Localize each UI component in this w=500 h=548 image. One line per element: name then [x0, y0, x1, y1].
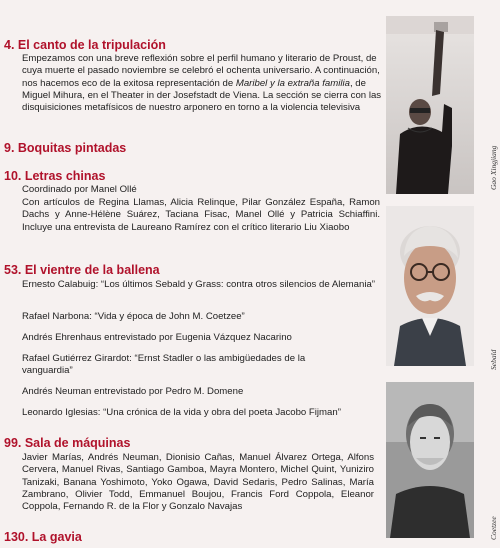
section-heading-4: 4. El canto de la tripulación — [4, 38, 166, 52]
entry-item: Ernesto Calabuig: “Los últimos Sebald y Grass: contra otros silencios de Alemania” — [22, 279, 376, 290]
photo-caption-1: Gao Xingjiang — [489, 145, 498, 190]
entry-item: Rafael Gutiérrez Girardot: “Ernst Stadler o las ambigüedades de la vanguardia” — [22, 353, 306, 377]
entry-item: Leonardo Iglesias: “Una crónica de la vida y obra del poeta Jacobo Fijman” — [22, 407, 341, 418]
body-text: Empezamos con una breve reflexión sobre el perfil humano y literario de Proust, de cuya muerte el pasado noviembre se celebró el ochenta universario. A continuación, nos hacemos eco de la exitosa representación de — [22, 53, 380, 89]
photo-man-reaching-up — [386, 16, 474, 194]
photo-man-portrait-bw — [386, 382, 474, 538]
section-heading-53: 53. El vientre de la ballena — [4, 263, 160, 277]
entry-item: Andrés Ehrenhaus entrevistado por Eugenia Vázquez Nacarino — [22, 332, 292, 343]
section-body-10: Con artículos de Regina Llamas, Alicia Relinque, Pilar González España, Ramon Dachs y Anne-Hélène Suárez, Taciana Fisac, Manel Ollé y Patricia Schiaffini. Incluye una entrevista de Laureano Ramírez con el crítico literario Liu Xiaobo — [22, 197, 380, 233]
entry-item: Rafael Narbona: “Vida y época de John M. Coetzee” — [22, 311, 245, 322]
coordinator-line: Coordinado por Manel Ollé — [22, 184, 137, 195]
section-body-4 — [22, 53, 382, 114]
section-heading-9: 9. Boquitas pintadas — [4, 141, 127, 155]
photo-caption-3: Coetzee — [489, 516, 498, 540]
section-heading-99: 99. Sala de máquinas — [4, 436, 131, 450]
italic-title: Maribel y la extraña familia — [235, 77, 350, 89]
author-photo-2 — [386, 206, 474, 366]
section-heading-130: 130. La gavia — [4, 530, 82, 544]
section-body-99: Javier Marías, Andrés Neuman, Dionisio Cañas, Manuel Álvarez Ortega, Alfons Cervera, Manuel Rivas, Santiago Gamboa, Mayra Montero, Michel Quint, Yuniziro Tanizaki, Banana Yoshimoto, Yoko Ogawa, David Sedaris, Pedro Salinas, María Zambrano, Olivier Todd, Emmanuel Boujou, Francis Ford Coppola, Eleanor Coppola, Fernando R. de la Flor y Gonzalo Navajas — [22, 452, 374, 513]
section-heading-10: 10. Letras chinas — [4, 169, 106, 183]
photo-man-with-glasses — [386, 206, 474, 366]
author-photo-1 — [386, 16, 474, 194]
photo-caption-2: Sebald — [489, 349, 498, 370]
author-photo-3 — [386, 382, 474, 538]
body-text: , de Miguel Mihura, en el Theater in der Josefstadt de Viena. La sección se cierra con las disquisiciones metafísicos de nuestro arponero en torno a la violencia televisiva — [22, 77, 382, 114]
entry-item: Andrés Neuman entrevistado por Pedro M. Domene — [22, 386, 244, 397]
